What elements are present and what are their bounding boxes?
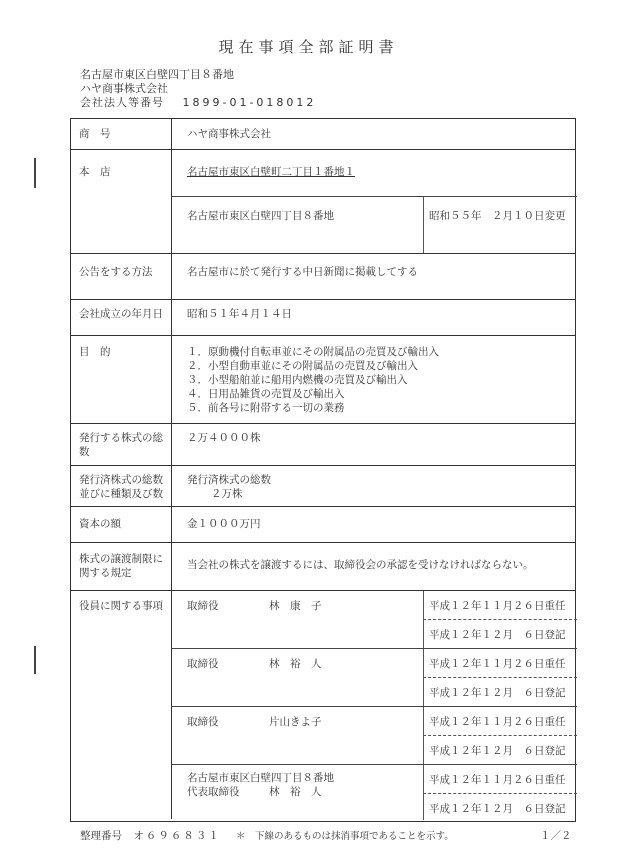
- officer-registered: 平成１２年１２月 ６日登記: [429, 687, 566, 699]
- honten-note-divider: [423, 196, 424, 253]
- officer-reappointed: 平成１２年１１月２６日重任: [429, 716, 566, 728]
- serial-label: 整理番号: [80, 830, 122, 842]
- officer-name: 林 裕 人: [269, 786, 322, 798]
- header-company: ハヤ商事株式会社: [80, 82, 168, 95]
- header-address: 名古屋市東区白壁四丁目８番地: [80, 68, 234, 81]
- row-line: [71, 149, 575, 150]
- mokuteki-item: ４．日用品雑貨の売買及び輸出入: [187, 388, 345, 400]
- officer-address: 名古屋市東区白壁四丁目８番地: [187, 772, 334, 784]
- row-line: [71, 465, 575, 466]
- hakkozumi-line2: ２万株: [211, 488, 243, 500]
- register-table: [70, 118, 576, 822]
- row-line: [71, 590, 575, 591]
- serial-value: オ６９６８３１: [133, 830, 221, 842]
- date-line: [423, 677, 577, 678]
- officer-role: 取締役: [187, 716, 219, 728]
- officer-role: 取締役: [187, 658, 219, 670]
- jouto-label: 株式の譲渡制限に関する規定: [79, 553, 163, 579]
- officer-registered: 平成１２年１２月 ６日登記: [429, 629, 566, 641]
- row-line: [71, 506, 575, 507]
- officer-role: 取締役: [187, 600, 219, 612]
- footer-note: ＊ 下線のあるものは抹消事項であることを示す。: [236, 831, 454, 842]
- honten-previous: 名古屋市東区白壁四丁目８番地: [187, 210, 334, 222]
- date-line: [423, 793, 577, 794]
- hakkozumi-label: 発行済株式の総数並びに種類及び数: [79, 474, 163, 500]
- officer-registered: 平成１２年１２月 ６日登記: [429, 803, 566, 815]
- officer-line: [171, 706, 577, 707]
- margin-mark: [34, 646, 36, 674]
- shihon-label: 資本の額: [79, 518, 121, 530]
- date-line: [423, 619, 577, 620]
- registration-number: 1899-01-018012: [182, 96, 317, 109]
- setsuritsu-label: 会社成立の年月日: [79, 308, 163, 320]
- koukoku-label: 公告をする方法: [79, 266, 153, 278]
- officer-date-divider: [423, 590, 424, 820]
- jouto-value: 当会社の株式を譲渡するには、取締役会の承認を受けなければならない。: [187, 559, 534, 571]
- mokuteki-item: ２．小型自動車並にその附属品の売買及び輸出入: [187, 360, 418, 372]
- officer-registered: 平成１２年１２月 ６日登記: [429, 745, 566, 757]
- yakuin-label: 役員に関する事項: [79, 600, 163, 612]
- honten-current: 名古屋市東区白壁町二丁目１番地１: [187, 166, 355, 178]
- honten-label: 本 店: [79, 166, 111, 178]
- koukoku-value: 名古屋市に於て発行する中日新聞に掲載してする: [187, 266, 418, 278]
- row-line: [171, 196, 577, 197]
- row-line: [71, 253, 575, 254]
- registration-label: 会社法人等番号: [80, 96, 164, 109]
- officer-reappointed: 平成１２年１１月２６日重任: [429, 658, 566, 670]
- row-line: [71, 335, 575, 336]
- page-number: １／２: [540, 830, 572, 842]
- mokuteki-item: １．原動機付自転車並にその附属品の売買及び輸出入: [187, 346, 439, 358]
- officer-name: 林 裕 人: [269, 658, 322, 670]
- officer-line: [171, 764, 577, 765]
- officer-name: 片山きよ子: [269, 716, 322, 728]
- header-registration: [80, 94, 316, 110]
- officer-reappointed: 平成１２年１１月２６日重任: [429, 600, 566, 612]
- shihon-value: 金１０００万円: [187, 518, 261, 530]
- shogo-label: 商 号: [79, 128, 111, 140]
- row-line: [71, 299, 575, 300]
- shogo-value: ハヤ商事株式会社: [187, 128, 271, 140]
- mokuteki-item: ３．小型船舶並に船用内燃機の売買及び輸出入: [187, 374, 408, 386]
- label-column-divider: [171, 119, 172, 819]
- setsuritsu-value: 昭和５１年４月１４日: [187, 308, 292, 320]
- row-line: [71, 542, 575, 543]
- hakkozumi-line1: 発行済株式の総数: [187, 474, 271, 486]
- officer-reappointed: 平成１２年１１月２６日重任: [429, 774, 566, 786]
- mokuteki-item: ５．前各号に附帯する一切の業務: [187, 402, 345, 414]
- officer-role: 代表取締役: [187, 786, 240, 798]
- hakko-kanou-label: 発行する株式の総数: [79, 432, 163, 458]
- date-line: [423, 735, 577, 736]
- officer-name: 林 康 子: [269, 600, 322, 612]
- officer-line: [171, 648, 577, 649]
- row-line: [71, 423, 575, 424]
- mokuteki-label: 目 的: [79, 346, 111, 358]
- document-title: 現在事項全部証明書: [218, 38, 399, 56]
- margin-mark: [34, 158, 36, 188]
- honten-change-note: 昭和５５年 ２月１０日変更: [429, 210, 566, 222]
- hakko-kanou-value: ２万４０００株: [187, 432, 261, 444]
- serial-number: [80, 828, 221, 843]
